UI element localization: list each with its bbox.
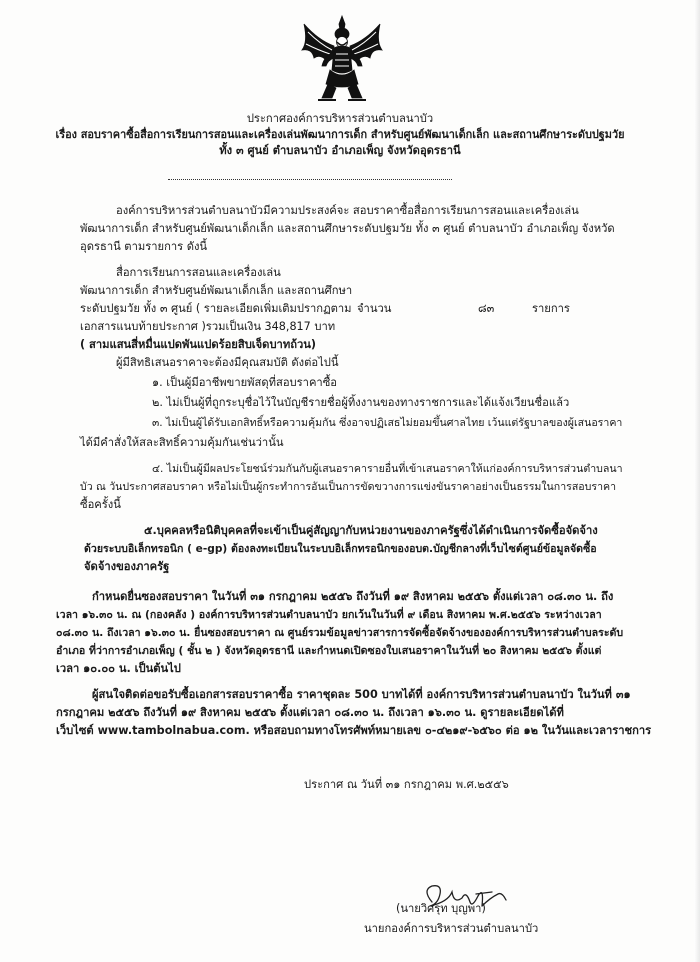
intro-line-1: องค์การบริหารส่วนตำบลนาบัวมีความประสงค์จะ สอบราคาซื้อสื่อการเรียนการสอนและเครื่องเล่น bbox=[116, 204, 579, 217]
header-divider bbox=[168, 179, 452, 180]
submission-schedule: กำหนดยื่นซองสอบราคา ในวันที่ ๓๑ กรกฎาคม ๒๕๕๖ ถึงวันที่ ๑๙ สิงหาคม ๒๕๕๖ ตั้งแต่เวลา ๐๘.๓๐ น. ถึง bbox=[92, 590, 614, 603]
qualifications-heading: ผู้มีสิทธิเสนอราคาจะต้องมีคุณสมบัติ ดังต่อไปนี้ bbox=[116, 356, 339, 369]
signer-name: (นายวิศรุท บุญพา) bbox=[396, 902, 486, 915]
item-line-2: พัฒนาการเด็ก สำหรับศูนย์พัฒนาเด็กเล็ก และสถานศึกษา bbox=[80, 284, 353, 297]
intro-line-3: อุดรธานี ตามรายการ ดังนี้ bbox=[80, 240, 208, 253]
announcement-org-title: ประกาศองค์การบริหารส่วนตำบลนาบัว bbox=[246, 112, 434, 125]
item-qty-label: จำนวน bbox=[357, 302, 392, 315]
document-purchase-info-line-2: กรกฎาคม ๒๕๕๖ ถึงวันที่ ๑๙ สิงหาคม ๒๕๕๖ ตั้งแต่เวลา ๐๘.๓๐ น. ถึงเวลา ๑๖.๓๐ น. ดูรายละเอียดได้ที่ bbox=[56, 706, 564, 719]
qualification-4: ๔. ไม่เป็นผู้มีผลประโยชน์ร่วมกันกับผู้เสนอราคารายอื่นที่เข้าเสนอราคาให้แก่องค์การบริหารส่วนตำบลนา bbox=[152, 463, 623, 475]
item-line-1: สื่อการเรียนการสอนและเครื่องเล่น bbox=[116, 266, 281, 279]
signer-title: นายกองค์การบริหารส่วนตำบลนาบัว bbox=[364, 922, 539, 935]
garuda-emblem-icon bbox=[298, 14, 386, 104]
qualification-1: ๑. เป็นผู้มีอาชีพขายพัสดุที่สอบราคาซื้อ bbox=[152, 376, 338, 389]
qualification-5-end: จัดจ้างของภาครัฐ bbox=[84, 560, 170, 573]
scan-edge-shadow bbox=[694, 0, 700, 962]
qualification-5-continued: ด้วยระบบอิเล็กทรอนิก ( e-gp) ต้องลงทะเบียนในระบบอิเล็กทรอนิกของอบต.บัญชีกลางที่เว็บไซต์ศูนย์ข้อมูลจัดซื้อ bbox=[84, 543, 597, 555]
qualification-3: ๓. ไม่เป็นผู้ได้รับเอกสิทธิ์หรือความคุ้มกัน ซึ่งอาจปฏิเสธไม่ยอมขึ้นศาลไทย เว้นแต่รัฐบาลของผู้เสนอราคา bbox=[152, 417, 623, 429]
document-purchase-info: ผู้สนใจติดต่อขอรับซื้อเอกสารสอบราคาซื้อ ราคาชุดละ 500 บาทได้ที่ องค์การบริหารส่วนตำบลนาบัว ในวันที่ ๓๑ bbox=[92, 688, 631, 701]
document-purchase-info-line-3: เว็บไซต์ www.tambolnabua.com. หรือสอบถามทางโทรศัพท์หมายเลข ๐-๔๒๑๙-๖๕๖๐ ต่อ ๑๒ ในวันและเวลาราชการ bbox=[56, 724, 652, 737]
intro-line-2: พัฒนาการเด็ก สำหรับศูนย์พัฒนาเด็กเล็ก และสถานศึกษาระดับปฐมวัย ทั้ง ๓ ศูนย์ ตำบลนาบัว อำเภอเพ็ญ จังหวัด bbox=[80, 222, 615, 235]
announcement-subject-continued: ทั้ง ๓ ศูนย์ ตำบลนาบัว อำเภอเพ็ญ จังหวัดอุดรธานี bbox=[219, 144, 461, 157]
announcement-subject: เรื่อง สอบราคาซื้อสื่อการเรียนการสอนและเครื่องเล่นพัฒนาการเด็ก สำหรับศูนย์พัฒนาเด็กเล็ก และสถานศึกษาระดับปฐมวัย bbox=[55, 128, 625, 141]
qualification-2: ๒. ไม่เป็นผู้ที่ถูกระบุชื่อไว้ในบัญชีรายชื่อผู้ทิ้งงานของทางราชการและได้แจ้งเวียนชื่อแล้ว bbox=[152, 396, 570, 409]
submission-schedule-line-2: เวลา ๑๖.๓๐ น. ณ (กองคลัง ) องค์การบริหารส่วนตำบลนาบัว ยกเว้นในวันที่ ๙ เดือน สิงหาคม พ.ศ.๒๕๕๖ ระหว่างเวลา bbox=[56, 609, 602, 621]
item-line-3: ระดับปฐมวัย ทั้ง ๓ ศูนย์ ( รายละเอียดเพิ่มเติมปรากฏตาม bbox=[80, 302, 352, 315]
item-qty-unit: รายการ bbox=[532, 302, 570, 315]
qualification-3-continued: ได้มีคำสั่งให้สละสิทธิ์ความคุ้มกันเช่นว่านั้น bbox=[80, 436, 284, 449]
submission-schedule-line-3: ๐๘.๓๐ น. ถึงเวลา ๑๖.๓๐ น. ยื่นซองสอบราคา ณ ศูนย์รวมข้อมูลข่าวสารการจัดซื้อจัดจ้างขององค์การบริหารส่วนตำบลระดับ bbox=[56, 627, 624, 639]
item-line-4: เอกสารแนบท้ายประกาศ )รวมเป็นเงิน 348,817 บาท bbox=[80, 320, 336, 333]
qualification-4-end: ซื้อครั้งนี้ bbox=[80, 498, 121, 511]
qualification-4-continued: บัว ณ วันประกาศสอบราคา หรือไม่เป็นผู้กระทำการอันเป็นการขัดขวางการแข่งขันราคาอย่างเป็นธรรมในการสอบราคา bbox=[80, 481, 617, 493]
announcement-date: ประกาศ ณ วันที่ ๓๑ กรกฎาคม พ.ศ.๒๕๕๖ bbox=[304, 778, 509, 791]
submission-schedule-line-4: อำเภอ ที่ว่าการอำเภอเพ็ญ ( ชั้น ๒ ) จังหวัดอุดรธานี และกำหนดเปิดซองใบเสนอราคาในวันที่ ๒๐ สิงหาคม ๒๕๕๖ ตั้งแต่ bbox=[56, 645, 602, 657]
qualification-5: ๕.บุคคลหรือนิติบุคคลที่จะเข้าเป็นคู่สัญญากับหน่วยงานของภาครัฐซึ่งได้ดำเนินการจัดซื้อจัดจ้าง bbox=[144, 524, 598, 537]
submission-schedule-line-5: เวลา ๑๐.๐๐ น. เป็นต้นไป bbox=[56, 662, 181, 675]
item-qty-value: ๘๓ bbox=[478, 302, 495, 315]
item-amount-text: ( สามแสนสี่หมื่นแปดพันแปดร้อยสิบเจ็ดบาทถ้วน) bbox=[80, 338, 317, 351]
